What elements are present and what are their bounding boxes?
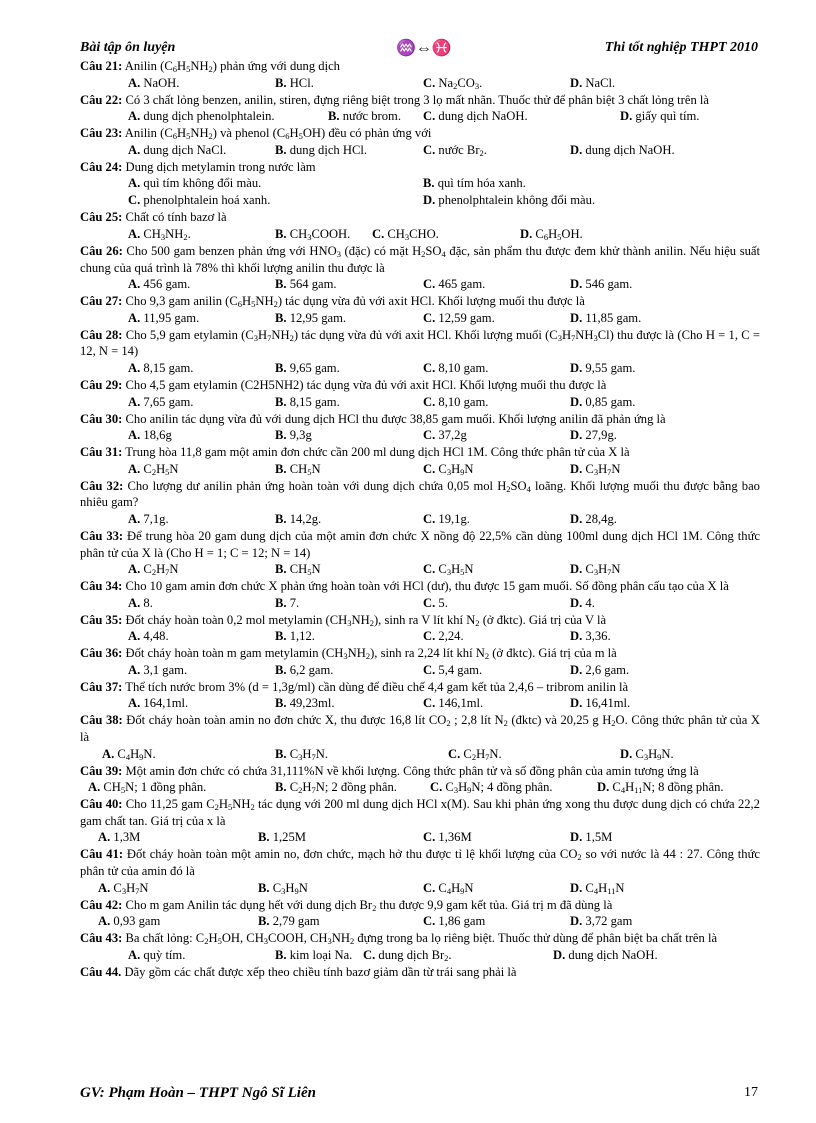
question-stem	[80, 712, 760, 745]
answer-option: C. 8,10 gam.	[423, 360, 489, 375]
answer-option: B. $C_3H_7N$.	[275, 746, 328, 762]
question-text: Dung dịch metylamin trong nước làm	[122, 159, 316, 174]
question-stem	[80, 209, 760, 226]
question-label: Câu 36:	[80, 646, 123, 661]
options-row	[80, 829, 760, 846]
answer-option: C. 8,10 gam.	[423, 394, 489, 409]
question-text: Cho anilin tác dụng vừa đủ với dung dịch HCl thu được 38,85 gam muối. Khối lượng anilin đã phản ứng là	[122, 411, 666, 426]
question-label: Câu 37:	[80, 679, 123, 694]
question-stem	[80, 377, 760, 394]
question-label: Câu 29:	[80, 377, 123, 392]
answer-option: B. kim loại Na.	[275, 947, 353, 962]
options-row	[80, 175, 760, 192]
question-text: Trung hòa 11,8 gam một amin đơn chức cần 200 ml dung dịch HCl 1M. Công thức phân tử của X là	[122, 445, 630, 460]
answer-option: B. 8,15 gam.	[275, 394, 340, 409]
options-row	[80, 913, 760, 930]
question-text: Anilin $(C_6H_5NH_2)$ phản ứng với dung dịch	[122, 59, 340, 74]
answer-option: C. $C_3H_5N$	[423, 562, 474, 578]
question-label: Câu 26:	[80, 243, 123, 258]
question-label: Câu 40:	[80, 797, 123, 812]
answer-option: B. 9,3g	[275, 428, 312, 443]
header-decoration: ♒⇔♓	[396, 40, 452, 57]
answer-option: D. $C_4H_{11}N$	[570, 880, 625, 896]
answer-option: D. $C_6H_5OH$.	[520, 226, 583, 242]
question-label: Câu 42:	[80, 897, 123, 912]
question-stem	[80, 293, 760, 310]
answer-option: B. 1,25M	[258, 830, 306, 845]
question-text: Đốt cháy hoàn toàn 0,2 mol metylamin $(CH_3NH_2)$, sinh ra V lít khí $N_2$ (ở đktc). Giá trị của V là	[122, 612, 607, 628]
question-text: Đốt cháy hoàn toàn amin no đơn chức X, thu được 16,8 lít $CO_2$ ; 2,8 lít $N_2$ (đktc) và 20,25 g $H_2O$. Công thức phân tử của X là	[80, 713, 760, 745]
question-stem	[80, 243, 760, 276]
page-number: 17	[744, 1085, 758, 1100]
question-label: Câu 30:	[80, 411, 123, 426]
options-row	[80, 779, 760, 796]
answer-option: C. dung dịch $Br_2$.	[363, 947, 452, 963]
options-row	[80, 628, 760, 645]
answer-option: D. $C_4H_{11}N$; 8 đồng phân.	[597, 780, 724, 796]
question-text: Đốt cháy hoàn toàn một amin no, đơn chức, mạch hở thu được tỉ lệ khối lượng của $CO_2$ so với nước là 44 : 27. Công thức phân tử của amin đó là	[80, 847, 760, 879]
answer-option: D. 3,36.	[570, 629, 611, 644]
question-label: Câu 28:	[80, 327, 123, 342]
question-stem	[80, 478, 760, 511]
answer-option: D. 2,6 gam.	[570, 662, 630, 677]
options-row	[80, 746, 760, 763]
answer-option: A. 456 gam.	[128, 277, 191, 292]
question-stem	[80, 578, 760, 595]
question-stem	[80, 679, 760, 696]
answer-option: B. 14,2g.	[275, 511, 322, 526]
question-label: Câu 41:	[80, 847, 124, 862]
answer-option: D. 0,85 gam.	[570, 394, 636, 409]
question-stem	[80, 327, 760, 360]
answer-option: A. 8.	[128, 595, 153, 610]
answer-option: C. $C_3H_9N$	[423, 461, 474, 477]
question-text: Đốt cháy hoàn toàn m gam metylamin $(CH_3NH_2)$, sinh ra 2,24 lít khí $N_2$ (ở đktc). Giá trị của m là	[122, 646, 617, 662]
question-stem	[80, 930, 760, 947]
question-stem	[80, 411, 760, 428]
options-row	[80, 427, 760, 444]
page-header	[80, 40, 758, 60]
header-left-text: Bài tập ôn luyện	[80, 40, 176, 55]
answer-option: B. 564 gam.	[275, 277, 337, 292]
question-label: Câu 35:	[80, 612, 123, 627]
question-stem	[80, 645, 760, 662]
question-label: Câu 43:	[80, 931, 123, 946]
options-row	[80, 695, 760, 712]
question-stem	[80, 444, 760, 461]
answer-option: C. 146,1ml.	[423, 696, 484, 711]
answer-option: D. 1,5M	[570, 830, 613, 845]
answer-option: A. $C_3H_7N$	[98, 880, 149, 896]
answer-option: D. 27,9g.	[570, 428, 617, 443]
answer-option: A. 0,93 gam	[98, 914, 161, 929]
question-stem	[80, 612, 760, 629]
question-text: Để trung hòa 20 gam dung dịch của một amin đơn chức X nồng độ 22,5% cần dùng 100ml dung dịch HCl 1M. Công thức phân tử của X là (Cho H = 1; C = 12; N = 14)	[80, 528, 760, 560]
answer-option: C. 1,36M	[423, 830, 472, 845]
answer-option: B. 12,95 gam.	[275, 310, 347, 325]
answer-option: D. 4.	[570, 595, 595, 610]
answer-option: D. 3,72 gam	[570, 914, 633, 929]
answer-option: A. 4,48.	[128, 629, 169, 644]
answer-option: A. $C_2H_7N$	[128, 562, 179, 578]
answer-option: C. dung dịch NaOH.	[423, 109, 528, 124]
question-label: Câu 24:	[80, 159, 123, 174]
answer-option: B. quì tím hóa xanh.	[423, 176, 526, 191]
question-text: Chất có tính bazơ là	[122, 210, 227, 225]
answer-option: C. 19,1g.	[423, 511, 470, 526]
options-row	[80, 310, 760, 327]
question-text: Cho m gam Anilin tác dụng hết với dung dịch $Br_2$ thu được 9,9 gam kết tủa. Giá trị m đã dùng là	[122, 897, 613, 913]
options-row	[80, 511, 760, 528]
options-row	[80, 394, 760, 411]
answer-option: A. dung dịch NaCl.	[128, 142, 227, 157]
answer-option: C. nước $Br_2$.	[423, 142, 487, 158]
question-label: Câu 34:	[80, 579, 123, 594]
answer-option: A. NaOH.	[128, 75, 180, 90]
answer-option: A. $C_2H_5N$	[128, 461, 179, 477]
answer-option: A. quì tím không đổi màu.	[128, 176, 262, 191]
question-label: Câu 44.	[80, 964, 122, 979]
question-stem	[80, 159, 760, 176]
answer-option: D. 11,85 gam.	[570, 310, 642, 325]
answer-option: C. 5,4 gam.	[423, 662, 483, 677]
question-text: Cho 4,5 gam etylamin (C2H5NH2) tác dụng vừa đủ với axit HCl. Khối lượng muối thu được là	[122, 377, 607, 392]
question-text: Ba chất lỏng: $C_2H_5OH$, $CH_3COOH$, $CH_3NH_2$ đựng trong ba lọ riêng biệt. Thuốc thử dùng để phân biệt ba chất trên là	[122, 931, 718, 947]
answer-option: B. $C_2H_7N$; 2 đồng phân.	[275, 780, 397, 796]
answer-option: B. HCl.	[275, 75, 314, 90]
answer-option: A. $CH_3NH_2$.	[128, 226, 191, 242]
question-label: Câu 22:	[80, 92, 123, 107]
answer-option: C. $CH_3CHO$.	[372, 226, 439, 242]
options-row	[80, 595, 760, 612]
answer-option: D. 546 gam.	[570, 277, 633, 292]
question-label: Câu 39:	[80, 763, 123, 778]
answer-option: B. $CH_5N$	[275, 461, 321, 477]
answer-option: A. 7,65 gam.	[128, 394, 194, 409]
question-label: Câu 32:	[80, 478, 124, 493]
answer-option: B. $C_3H_9N$	[258, 880, 308, 896]
question-text: Cho lượng dư anilin phản ứng hoàn toàn với dung dịch chứa 0,05 mol $H_2SO_4$ loãng. Khối lượng muối thu được bằng bao nhiêu gam?	[80, 478, 760, 510]
answer-option: C. 37,2g	[423, 428, 467, 443]
answer-option: B. 7.	[275, 595, 300, 610]
options-row	[80, 561, 760, 578]
question-stem	[80, 897, 760, 914]
answer-option: D. $C_3H_7N$	[570, 562, 621, 578]
question-label: Câu 33:	[80, 528, 124, 543]
answer-option: A. 1,3M	[98, 830, 141, 845]
answer-option: B. $CH_5N$	[275, 562, 321, 578]
question-label: Câu 25:	[80, 210, 123, 225]
question-text: Có 3 chất lỏng benzen, anilin, stiren, đựng riêng biệt trong 3 lọ mất nhãn. Thuốc thử để phân biệt 3 chất lỏng trên là	[122, 92, 709, 107]
answer-option: D. 28,4g.	[570, 511, 617, 526]
answer-option: A. 11,95 gam.	[128, 310, 200, 325]
question-label: Câu 31:	[80, 445, 123, 460]
question-text: Thể tích nước brom 3% (d = 1,3g/ml) cần dùng để điều chế 4,4 gam kết tủa 2,4,6 – tribrom anilin là	[122, 679, 629, 694]
question-stem	[80, 796, 760, 829]
options-row	[80, 947, 760, 964]
question-label: Câu 27:	[80, 294, 123, 309]
answer-option: D. 16,41ml.	[570, 696, 631, 711]
options-row	[80, 142, 760, 159]
options-row	[80, 75, 760, 92]
answer-option: C. $C_2H_7N$.	[448, 746, 502, 762]
question-stem	[80, 58, 760, 75]
answer-option: A. 164,1ml.	[128, 696, 189, 711]
options-row	[80, 192, 760, 209]
question-text: Cho 11,25 gam $C_2H_5NH_2$ tác dụng với 200 ml dung dịch HCl x(M). Sau khi phản ứng xong thu được dung dịch có chứa 22,2 gam chất tan. Giá trị của x là	[80, 797, 760, 828]
question-text: Cho 10 gam amin đơn chức X phản ứng hoàn toàn với HCl (dư), thu được 15 gam muối. Số đồng phân cấu tạo của X là	[122, 579, 729, 594]
question-text: Cho 9,3 gam anilin $(C_6H_5NH_2)$ tác dụng vừa đủ với axit HCl. Khối lượng muối thu được là	[122, 294, 585, 310]
question-label: Câu 21:	[80, 59, 123, 73]
question-text: Cho 500 gam benzen phản ứng với $HNO_3$ (đặc) có mặt $H_2SO_4$ đặc, sản phẩm thu được đem khử thành anilin. Nếu hiệu suất chung của quá trình là 78% thì khối lượng anilin thu được là	[80, 243, 760, 275]
answer-option: C. 2,24.	[423, 629, 464, 644]
header-right-text: Thi tốt nghiệp THPT 2010	[604, 40, 758, 55]
answer-option: B. 6,2 gam.	[275, 662, 334, 677]
footer-author: GV: Phạm Hoàn – THPT Ngô Sĩ Liên	[80, 1085, 316, 1101]
answer-option: A. quỳ tím.	[128, 947, 186, 962]
answer-option: D. dung dịch NaOH.	[553, 947, 658, 962]
answer-option: C. $C_3H_9N$; 4 đồng phân.	[430, 780, 553, 796]
answer-option: A. $C_4H_9N$.	[102, 746, 156, 762]
answer-option: B. 1,12.	[275, 629, 315, 644]
question-label: Câu 38:	[80, 713, 123, 728]
page-footer	[80, 1085, 758, 1107]
options-row	[80, 360, 760, 377]
answer-option: D. dung dịch NaOH.	[570, 142, 675, 157]
answer-option: A. 18,6g	[128, 428, 172, 443]
question-stem	[80, 125, 760, 142]
answer-option: A. $CH_5N$; 1 đồng phân.	[88, 780, 207, 796]
answer-option: A. 7,1g.	[128, 511, 169, 526]
question-stem	[80, 763, 760, 780]
answer-option: D. phenolphtalein không đổi màu.	[423, 193, 596, 208]
question-text: Anilin $(C_6H_5NH_2)$ và phenol $(C_6H_5OH)$ đều có phản ứng với	[122, 126, 432, 142]
answer-option: B. 49,23ml.	[275, 696, 335, 711]
answer-option: C. 1,86 gam	[423, 914, 486, 929]
options-row	[80, 226, 760, 243]
options-row	[80, 662, 760, 679]
answer-option: C. phenolphtalein hoá xanh.	[128, 193, 271, 208]
answer-option: A. 8,15 gam.	[128, 360, 194, 375]
answer-option: A. 3,1 gam.	[128, 662, 188, 677]
answer-option: D. NaCl.	[570, 75, 616, 90]
answer-option: C. 12,59 gam.	[423, 310, 495, 325]
answer-option: B. $CH_3COOH$.	[275, 226, 351, 242]
question-stem	[80, 846, 760, 879]
answer-option: D. $C_3H_9N$.	[620, 746, 674, 762]
answer-option: C. $Na_2CO_3$.	[423, 75, 483, 91]
answer-option: B. nước brom.	[328, 109, 401, 124]
question-label: Câu 23:	[80, 126, 123, 141]
question-stem	[80, 528, 760, 561]
question-list	[80, 58, 760, 980]
question-stem	[80, 964, 760, 981]
question-text: Một amin đơn chức có chứa 31,111%N về khối lượng. Công thức phân tử và số đồng phân của amin tương ứng là	[122, 763, 699, 778]
answer-option: D. giấy quì tím.	[620, 109, 700, 124]
question-text: Dãy gồm các chất được xếp theo chiều tính bazơ giảm dần từ trái sang phải là	[121, 964, 517, 979]
options-row	[80, 461, 760, 478]
answer-option: B. 9,65 gam.	[275, 360, 340, 375]
answer-option: A. dung dịch phenolphtalein.	[128, 109, 275, 124]
options-row	[80, 108, 760, 125]
answer-option: D. 9,55 gam.	[570, 360, 636, 375]
answer-option: C. 465 gam.	[423, 277, 486, 292]
answer-option: C. $C_4H_9N$	[423, 880, 474, 896]
question-text: Cho 5,9 gam etylamin $(C_3H_7NH_2)$ tác dụng vừa đủ với axit HCl. Khối lượng muối $(C_3H_7NH_3Cl)$ thu được là (Cho H = 1, C = 12, N = 14)	[80, 327, 760, 359]
answer-option: C. 5.	[423, 595, 448, 610]
answer-option: D. $C_3H_7N$	[570, 461, 621, 477]
options-row	[80, 880, 760, 897]
answer-option: B. dung dịch HCl.	[275, 142, 368, 157]
answer-option: B. 2,79 gam	[258, 914, 320, 929]
question-stem	[80, 92, 760, 109]
options-row	[80, 276, 760, 293]
